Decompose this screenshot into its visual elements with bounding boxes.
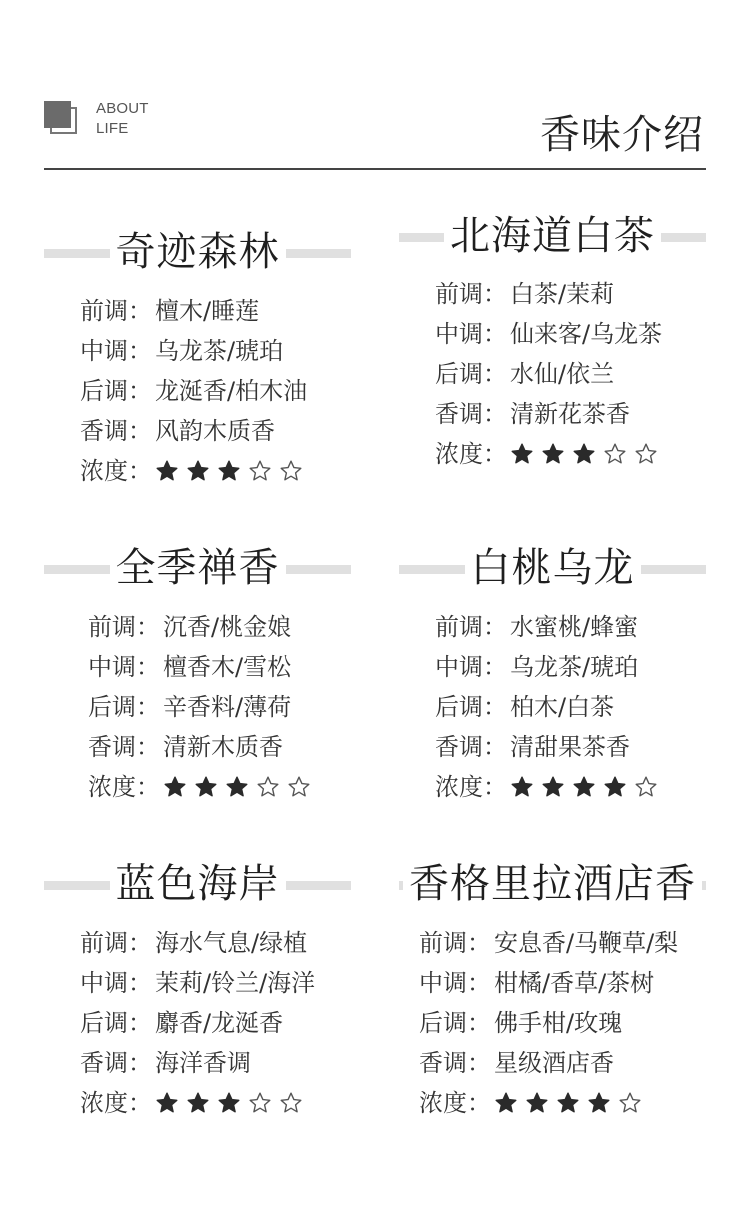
star-filled-icon [510, 775, 534, 799]
fragrance-card [399, 854, 706, 914]
star-filled-icon [186, 459, 210, 483]
about-line-1: ABOUT [96, 100, 149, 117]
fragrance-name: 白桃乌龙 [399, 544, 706, 592]
star-filled-icon [510, 442, 534, 466]
note-top: 前调： 安息香/马鞭草/梨 [419, 929, 679, 957]
note-intensity: 浓度： [419, 1083, 678, 1123]
star-empty-icon [279, 1091, 303, 1115]
star-empty-icon [248, 1091, 272, 1115]
note-scent: 香调： 清新木质香 [88, 733, 283, 761]
star-filled-icon [541, 775, 565, 799]
star-filled-icon [217, 459, 241, 483]
note-middle: 中调： 檀香木/雪松 [88, 653, 292, 681]
note-base: 后调： 水仙/依兰 [435, 360, 615, 388]
note-top: 前调： 沉香/桃金娘 [88, 613, 292, 641]
star-filled-icon [494, 1091, 518, 1115]
note-top: 前调： 檀木/睡莲 [80, 297, 260, 325]
fragrance-name: 奇迹森林 [44, 228, 351, 276]
star-filled-icon [194, 775, 218, 799]
note-middle: 中调： 乌龙茶/琥珀 [80, 337, 284, 365]
note-base: 后调： 辛香料/薄荷 [88, 693, 292, 721]
note-middle: 中调： 乌龙茶/琥珀 [435, 653, 639, 681]
note-intensity: 浓度： [80, 1083, 315, 1123]
notes-list [419, 923, 678, 1123]
intensity-rating [163, 775, 318, 799]
logo-icon [44, 101, 84, 141]
star-empty-icon [287, 775, 311, 799]
star-filled-icon [155, 459, 179, 483]
star-filled-icon [225, 775, 249, 799]
star-filled-icon [587, 1091, 611, 1115]
header-divider [44, 168, 706, 170]
note-middle: 中调： 柑橘/香草/茶树 [419, 969, 655, 997]
page-title: 香味介绍 [540, 112, 704, 158]
notes-list [435, 274, 665, 474]
note-intensity: 浓度： [435, 767, 665, 807]
fragrance-card [399, 206, 706, 266]
star-filled-icon [572, 775, 596, 799]
star-filled-icon [525, 1091, 549, 1115]
notes-list [80, 923, 315, 1123]
fragrance-name: 香格里拉酒店香 [399, 860, 706, 908]
note-scent: 香调： 风韵木质香 [80, 417, 275, 445]
intensity-rating [494, 1091, 649, 1115]
note-middle: 中调： 茉莉/铃兰/海洋 [80, 969, 316, 997]
intensity-rating [155, 1091, 310, 1115]
note-scent: 香调： 清新花茶香 [435, 400, 630, 428]
star-filled-icon [155, 1091, 179, 1115]
fragrance-name: 北海道白茶 [399, 212, 706, 260]
star-filled-icon [186, 1091, 210, 1115]
note-scent: 香调： 海洋香调 [80, 1049, 251, 1077]
fragrance-card [44, 854, 351, 914]
fragrance-card [44, 220, 351, 280]
fragrance-name: 全季禅香 [44, 544, 351, 592]
star-empty-icon [256, 775, 280, 799]
note-top: 前调： 白茶/茉莉 [435, 280, 615, 308]
star-empty-icon [279, 459, 303, 483]
star-filled-icon [163, 775, 187, 799]
fragrance-card [399, 538, 706, 598]
note-intensity: 浓度： [88, 767, 318, 807]
note-base: 后调： 麝香/龙涎香 [80, 1009, 284, 1037]
star-filled-icon [603, 775, 627, 799]
star-empty-icon [634, 442, 658, 466]
note-middle: 中调： 仙来客/乌龙茶 [435, 320, 663, 348]
note-top: 前调： 水蜜桃/蜂蜜 [435, 613, 639, 641]
star-empty-icon [603, 442, 627, 466]
star-empty-icon [618, 1091, 642, 1115]
note-top: 前调： 海水气息/绿植 [80, 929, 308, 957]
note-scent: 香调： 清甜果茶香 [435, 733, 630, 761]
about-life-label [96, 99, 149, 139]
fragrance-name: 蓝色海岸 [44, 860, 351, 908]
note-base: 后调： 龙涎香/柏木油 [80, 377, 308, 405]
star-filled-icon [217, 1091, 241, 1115]
intensity-rating [510, 442, 665, 466]
notes-list [435, 607, 665, 807]
note-scent: 香调： 星级酒店香 [419, 1049, 614, 1077]
notes-list [80, 291, 310, 491]
note-intensity: 浓度： [435, 434, 665, 474]
note-base: 后调： 佛手柑/玫瑰 [419, 1009, 623, 1037]
note-base: 后调： 柏木/白茶 [435, 693, 615, 721]
fragrance-card [44, 538, 351, 598]
about-line-2: LIFE [96, 120, 129, 137]
intensity-rating [155, 459, 310, 483]
notes-list [88, 607, 318, 807]
star-filled-icon [556, 1091, 580, 1115]
intensity-rating [510, 775, 665, 799]
star-filled-icon [541, 442, 565, 466]
note-intensity: 浓度： [80, 451, 310, 491]
star-empty-icon [634, 775, 658, 799]
star-filled-icon [572, 442, 596, 466]
star-empty-icon [248, 459, 272, 483]
